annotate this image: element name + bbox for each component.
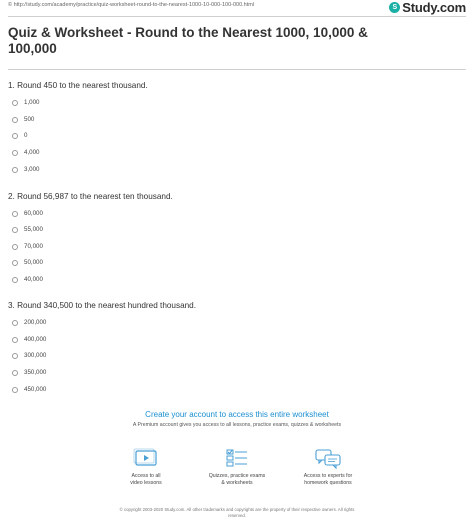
option-label: 300,000 <box>24 352 47 359</box>
answer-option[interactable] <box>12 386 46 393</box>
answer-option[interactable] <box>12 132 27 139</box>
feature-line: Access to experts for <box>303 473 353 479</box>
option-label: 400,000 <box>24 336 47 343</box>
radio-button[interactable] <box>12 387 18 393</box>
answer-option[interactable] <box>12 369 46 376</box>
option-label: 55,000 <box>24 226 43 233</box>
radio-button[interactable] <box>12 150 18 156</box>
question-text: 3. Round 340,500 to the nearest hundred thousand. <box>8 301 197 310</box>
answer-option[interactable] <box>12 243 43 250</box>
study-logo-icon: S <box>389 2 400 13</box>
header-divider <box>8 16 466 17</box>
question-3 <box>8 301 448 310</box>
cta-subtitle: A Premium account gives you access to all lessons, practice exams, quizzes & worksheets <box>132 422 342 428</box>
option-label: 200,000 <box>24 319 47 326</box>
page-header <box>0 0 474 14</box>
feature-line: Quizzes, practice exams <box>208 473 266 479</box>
page-title: Quiz & Worksheet - Round to the Nearest 1000, 10,000 & 100,000 <box>8 25 368 56</box>
study-logo[interactable] <box>389 0 466 15</box>
answer-option[interactable] <box>12 166 39 173</box>
radio-button[interactable] <box>12 337 18 343</box>
radio-button[interactable] <box>12 133 18 139</box>
answer-option[interactable] <box>12 319 46 326</box>
option-label: 1,000 <box>24 99 40 106</box>
copyright-footer <box>0 507 474 519</box>
feature-experts <box>268 448 388 487</box>
radio-button[interactable] <box>12 117 18 123</box>
radio-button[interactable] <box>12 211 18 217</box>
question-1 <box>8 81 448 90</box>
feature-line: homework questions <box>304 480 352 486</box>
answer-option[interactable] <box>12 149 39 156</box>
radio-button[interactable] <box>12 277 18 283</box>
chat-bubbles-icon <box>314 448 342 470</box>
feature-line: video lessons <box>130 480 162 486</box>
feature-line: & worksheets <box>221 480 253 486</box>
answer-option[interactable] <box>12 276 43 283</box>
radio-button[interactable] <box>12 370 18 376</box>
radio-button[interactable] <box>12 353 18 359</box>
premium-cta <box>0 410 474 428</box>
cta-title[interactable]: Create your account to access this entire worksheet <box>145 410 329 419</box>
option-label: 40,000 <box>24 276 43 283</box>
option-label: 0 <box>24 132 28 139</box>
option-label: 3,000 <box>24 166 40 173</box>
option-label: 350,000 <box>24 369 47 376</box>
radio-button[interactable] <box>12 244 18 250</box>
answer-option[interactable] <box>12 99 39 106</box>
question-text: 1. Round 450 to the nearest thousand. <box>8 81 148 90</box>
source-url: © http://study.com/academy/practice/quiz-worksheet-round-to-the-nearest-1000-10-000-100-000.html <box>8 2 255 8</box>
option-label: 60,000 <box>24 210 43 217</box>
radio-button[interactable] <box>12 260 18 266</box>
option-label: 4,000 <box>24 149 40 156</box>
video-lesson-icon <box>133 448 159 470</box>
option-label: 50,000 <box>24 259 43 266</box>
option-label: 70,000 <box>24 243 43 250</box>
radio-button[interactable] <box>12 227 18 233</box>
answer-option[interactable] <box>12 226 43 233</box>
answer-option[interactable] <box>12 259 43 266</box>
answer-option[interactable] <box>12 210 43 217</box>
copyright-line: reserved. <box>228 513 246 518</box>
question-text: 2. Round 56,987 to the nearest ten thousand. <box>8 192 173 201</box>
radio-button[interactable] <box>12 100 18 106</box>
answer-option[interactable] <box>12 116 34 123</box>
answer-option[interactable] <box>12 336 46 343</box>
title-divider <box>8 69 466 70</box>
question-2 <box>8 192 448 201</box>
radio-button[interactable] <box>12 167 18 173</box>
answer-option[interactable] <box>12 352 46 359</box>
option-label: 450,000 <box>24 386 47 393</box>
feature-line: Access to all <box>131 473 161 479</box>
radio-button[interactable] <box>12 320 18 326</box>
option-label: 500 <box>24 116 35 123</box>
study-logo-text: Study.com <box>402 0 466 15</box>
quiz-checklist-icon <box>224 448 250 470</box>
copyright-line: © copyright 2003-2020 Study.com. All other trademarks and copyrights are the property of their respective owners. All rights <box>119 507 355 512</box>
